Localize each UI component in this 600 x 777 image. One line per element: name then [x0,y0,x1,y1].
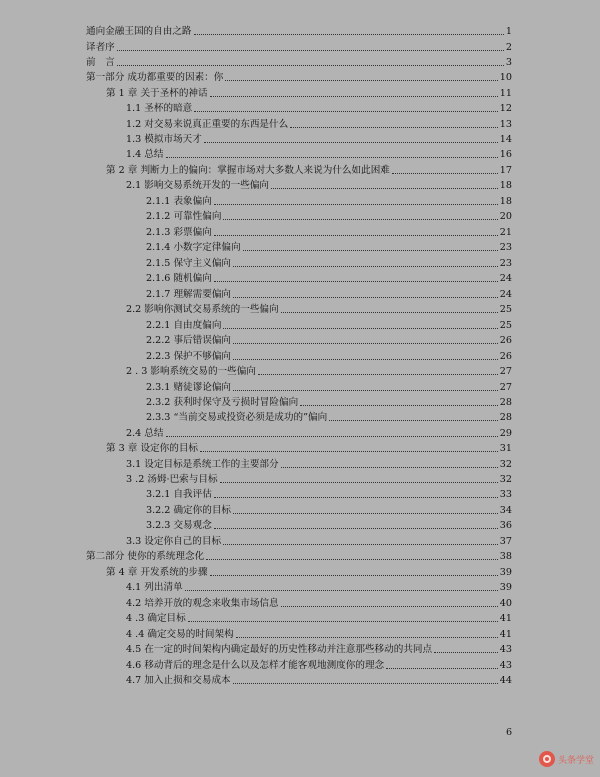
toc-leader-dots [166,157,498,158]
toc-entry-title: 第 4 章 开发系统的步骤 [106,567,208,578]
toc-entry-page: 18 [499,180,512,191]
toc-entry-page: 31 [499,443,512,454]
toc-entry[interactable] [146,333,512,347]
toc-leader-dots [233,513,498,514]
toc-entry[interactable] [126,472,512,486]
toc-entry-title: 第二部分 使你的系统理念化 [86,551,205,562]
toc-entry[interactable] [126,364,512,378]
toc-entry-title: 通向金融王国的自由之路 [86,26,192,37]
toc-entry[interactable] [146,209,512,223]
toc-entry-page: 37 [499,536,512,547]
toc-leader-dots [223,219,497,220]
toc-entry-title: 3.3 设定你自己的目标 [126,536,222,547]
toc-leader-dots [210,96,498,97]
toc-entry-title: 2.1.1 表象偏向 [146,196,212,207]
toc-leader-dots [271,188,498,189]
toc-entry-title: 4 .3 确定目标 [126,613,186,624]
brand-logo-icon [539,751,555,767]
toc-entry-page: 11 [499,88,512,99]
toc-leader-dots [214,281,498,282]
toc-leader-dots [223,328,497,329]
toc-entry-title: 2.3.2 获利时保守及亏损时冒险偏向 [146,397,299,408]
toc-entry-page: 41 [499,613,512,624]
toc-entry-title: 1.2 对交易来说真正重要的东西是什么 [126,119,289,130]
toc-entry-title: 2.2.2 事后错误偏向 [146,335,232,346]
toc-entry[interactable] [126,658,512,672]
toc-entry-page: 43 [499,644,512,655]
toc-entry-page: 44 [499,675,512,686]
toc-entry-title: 2.4 总结 [126,428,164,439]
toc-leader-dots [258,374,498,375]
toc-entry-page: 17 [499,165,512,176]
toc-leader-dots [214,528,498,529]
toc-entry[interactable] [146,194,512,208]
toc-entry[interactable] [146,503,512,517]
toc-entry-page: 16 [499,149,512,160]
toc-entry-page: 24 [499,289,512,300]
toc-entry[interactable] [146,318,512,332]
toc-entry-page: 12 [499,103,512,114]
toc-entry-title: 3 .2 汤姆·巴索与目标 [126,474,218,485]
toc-entry-page: 41 [499,629,512,640]
toc-leader-dots [233,683,498,684]
toc-entry[interactable] [146,287,512,301]
toc-leader-dots [206,559,498,560]
toc-entry[interactable] [86,549,512,563]
toc-entry[interactable] [146,487,512,501]
toc-entry[interactable] [126,611,512,625]
toc-entry-page: 3 [505,57,512,68]
toc-entry[interactable] [126,101,512,115]
toc-leader-dots [233,343,498,344]
toc-entry-page: 38 [499,551,512,562]
toc-entry-page: 28 [499,412,512,423]
toc-leader-dots [204,142,498,143]
toc-entry[interactable] [146,349,512,363]
toc-leader-dots [185,590,498,591]
toc-entry-page: 33 [499,489,512,500]
toc-entry[interactable] [126,673,512,687]
toc-leader-dots [300,405,498,406]
toc-entry[interactable] [126,302,512,316]
toc-leader-dots [200,451,498,452]
toc-entry-title: 4.6 移动背后的理念是什么以及怎样才能客观地测度你的理念 [126,660,385,671]
toc-entry[interactable] [126,178,512,192]
toc-entry-title: 4.7 加入止损和交易成本 [126,675,231,686]
watermark-text: 头条学堂 [558,754,595,765]
toc-leader-dots [233,297,498,298]
toc-entry-title: 2.3.3 “当前交易或投资必须是成功的”偏向 [146,412,328,423]
toc-entry-title: 第一部分 成功都重要的因素：你 [86,72,224,83]
toc-entry-page: 14 [499,134,512,145]
toc-leader-dots [210,575,498,576]
toc-entry-title: 4.2 培养开放的观念来收集市场信息 [126,598,279,609]
toc-leader-dots [233,359,498,360]
toc-entry-title: 2.2.1 自由度偏向 [146,320,222,331]
toc-leader-dots [194,111,498,112]
toc-entry-page: 23 [499,258,512,269]
toc-entry-page: 27 [499,366,512,377]
toc-entry-title: 4 .4 确定交易的时间架构 [126,629,234,640]
toc-entry-title: 2.3.1 赌徒谬论偏向 [146,382,232,393]
toc-entry-page: 29 [499,428,512,439]
toc-entry[interactable] [146,225,512,239]
toc-leader-dots [281,467,498,468]
toc-entry-page: 36 [499,520,512,531]
toc-leader-dots [392,173,498,174]
toc-leader-dots [188,621,498,622]
toc-entry-page: 23 [499,242,512,253]
toc-entry-title: 2.2 影响你测试交易系统的一些偏向 [126,304,279,315]
page-number: 6 [506,727,513,738]
toc-leader-dots [194,34,504,35]
toc-entry-page: 26 [499,351,512,362]
toc-entry[interactable] [146,256,512,270]
toc-entry[interactable] [86,70,512,84]
toc-entry[interactable] [146,380,512,394]
toc-entry-page: 26 [499,335,512,346]
toc-entry-title: 3.1 设定目标是系统工作的主要部分 [126,459,279,470]
toc-entry-page: 1 [505,26,512,37]
toc-leader-dots [214,235,498,236]
toc-entry-title: 1.4 总结 [126,149,164,160]
toc-entry-title: 2.1.2 可靠性偏向 [146,211,222,222]
toc-entry[interactable] [126,580,512,594]
watermark [539,751,594,767]
toc-entry-page: 2 [505,42,512,53]
toc-entry-page: 40 [499,598,512,609]
toc-leader-dots [225,80,497,81]
toc-leader-dots [223,544,498,545]
toc-entry-page: 25 [499,320,512,331]
toc-leader-dots [117,50,504,51]
toc-entry[interactable] [146,518,512,532]
toc-entry[interactable] [86,55,512,69]
toc-entry-page: 13 [499,119,512,130]
toc-entry-title: 第 2 章 判断力上的偏向：掌握市场对大多数人来说为什么如此困难 [106,165,390,176]
toc-entry[interactable] [146,271,512,285]
toc-entry-title: 4.1 列出清单 [126,582,183,593]
toc-entry-title: 2.1 影响交易系统开发的一些偏向 [126,180,270,191]
toc-entry-title: 4.5 在一定的时间架构内确定最好的历史性移动并注意那些移动的共同点 [126,644,433,655]
toc-entry-title: 3.2.2 确定你的目标 [146,505,232,516]
toc-entry[interactable] [126,147,512,161]
toc-leader-dots [233,266,498,267]
toc-entry-title: 译者序 [86,42,115,53]
toc-entry[interactable] [126,117,512,131]
toc-entry-page: 21 [499,227,512,238]
toc-entry[interactable] [126,132,512,146]
toc-entry[interactable] [126,627,512,641]
toc-entry[interactable] [106,565,512,579]
toc-entry-title: 2.1.4 小数字定律偏向 [146,242,241,253]
toc-leader-dots [236,637,498,638]
toc-entry-page: 39 [499,582,512,593]
toc-leader-dots [214,497,498,498]
toc-entry[interactable] [146,395,512,409]
toc-entry[interactable] [146,410,512,424]
toc-leader-dots [166,436,498,437]
toc-entry-page: 27 [499,382,512,393]
toc-entry-page: 24 [499,273,512,284]
toc-entry-page: 39 [499,567,512,578]
toc-entry[interactable] [106,163,512,177]
toc-entry-title: 2 . 3 影响系统交易的一些偏向 [126,366,256,377]
toc-entry-title: 2.1.5 保守主义偏向 [146,258,232,269]
toc-entry-title: 2.2.3 保护不够偏向 [146,351,232,362]
toc-entry-page: 18 [499,196,512,207]
toc-entry-title: 3.2.3 交易观念 [146,520,212,531]
toc-leader-dots [386,668,498,669]
toc-entry[interactable] [106,441,512,455]
toc-entry-title: 1.3 模拟市场天才 [126,134,202,145]
toc-leader-dots [290,127,498,128]
toc-entry-page: 32 [499,474,512,485]
toc-entry[interactable] [86,24,512,38]
toc-leader-dots [329,420,498,421]
toc-entry[interactable] [126,457,512,471]
toc-entry-page: 28 [499,397,512,408]
toc-entry-page: 10 [499,72,512,83]
toc-entry-title: 2.1.3 彩票偏向 [146,227,212,238]
toc-leader-dots [281,606,498,607]
toc-leader-dots [233,390,498,391]
toc-entry[interactable] [126,534,512,548]
toc-entry-title: 2.1.6 随机偏向 [146,273,212,284]
toc-entry[interactable] [106,86,512,100]
toc-entry-title: 第 1 章 关于圣杯的神话 [106,88,208,99]
toc-entry-page: 34 [499,505,512,516]
toc-entry-page: 25 [499,304,512,315]
toc-leader-dots [243,250,498,251]
toc-leader-dots [281,312,498,313]
toc-entry[interactable] [126,642,512,656]
toc-entry[interactable] [86,40,512,54]
toc-entry-page: 43 [499,660,512,671]
toc-entry[interactable] [126,426,512,440]
toc-entry-title: 2.1.7 理解需要偏向 [146,289,232,300]
toc-entry-title: 3.2.1 自我评估 [146,489,212,500]
toc-leader-dots [434,652,498,653]
toc-leader-dots [117,65,504,66]
toc-entry-title: 第 3 章 设定你的目标 [106,443,199,454]
toc-entry-title: 前 言 [86,57,115,68]
toc-leader-dots [214,204,498,205]
toc-leader-dots [220,482,498,483]
toc-entry-page: 32 [499,459,512,470]
toc-entry-title: 1.1 圣杯的暗意 [126,103,193,114]
toc-entry[interactable] [126,596,512,610]
toc-entry-page: 20 [499,211,512,222]
toc-entry[interactable] [146,240,512,254]
